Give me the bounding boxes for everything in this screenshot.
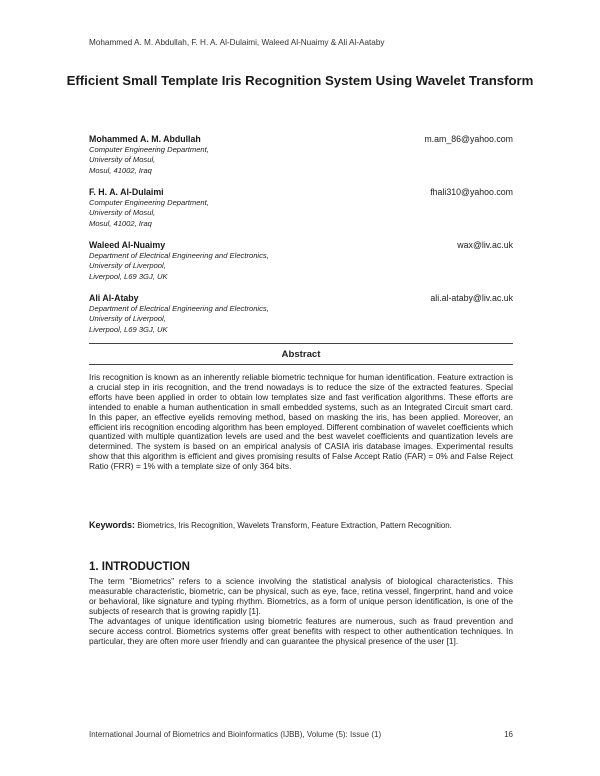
affiliation-line: University of Mosul, (89, 208, 156, 218)
author-email[interactable]: wax@liv.ac.uk (457, 240, 513, 250)
paragraph: The term "Biometrics" refers to a science involving the statistical analysis of biological characteristics. This measurable characteristic, biometric, can be physical, such as eye, face, retina vessel, fingerprint, hand and voice or behavioral, like signature and typing rhythm. Biometrics, as a form of unique person identification, is one of the subjects of research that is growing rapidly [1]. (89, 576, 513, 616)
affiliation-line: University of Liverpool, (89, 261, 166, 271)
section-heading: 1. INTRODUCTION (89, 561, 190, 573)
author-block (89, 187, 513, 229)
affiliation-line: Mosul, 41002, Iraq (89, 165, 152, 175)
author-name: Waleed Al-Nuaimy (89, 240, 166, 250)
author-email[interactable]: m.am_86@yahoo.com (424, 134, 513, 144)
author-email[interactable]: fhali310@yahoo.com (430, 187, 513, 197)
running-head: Mohammed A. M. Abdullah, F. H. A. Al-Dulaimi, Waleed Al-Nuaimy & Ali Al-Aataby (89, 38, 385, 47)
affiliation-line: Department of Electrical Engineering and Electronics, (89, 304, 269, 313)
section-body (89, 576, 513, 646)
author-email[interactable]: ali.al-ataby@liv.ac.uk (430, 293, 513, 303)
affiliation-line: Computer Engineering Department, (89, 198, 209, 207)
affiliation-line: Liverpool, L69 3GJ, UK (89, 271, 168, 281)
affiliation-line: University of Mosul, (89, 155, 156, 165)
affiliation-line: Liverpool, L69 3GJ, UK (89, 324, 168, 334)
keywords-text: Biometrics, Iris Recognition, Wavelets Transform, Feature Extraction, Pattern Recognition. (137, 521, 452, 530)
author-name: Mohammed A. M. Abdullah (89, 134, 201, 144)
journal-citation: International Journal of Biometrics and Bioinformatics (IJBB), Volume (5): Issue (1) (89, 730, 382, 739)
paragraph: The advantages of unique identification using biometric features are numerous, such as fraud prevention and secure access control. Biometrics systems offer great benefits with respect to other authentication techniques. In particular, they are often more user friendly and can guarantee the physical presence of the user [1]. (89, 616, 513, 646)
abstract-text: Iris recognition is known as an inherently reliable biometric technique for human identification. Feature extraction is a crucial step in iris recognition, and the trend nowadays is to reduce the size of the extracted features. Special efforts have been applied in order to obtain low templates size and fast verification algorithms. These efforts are intended to enable a human authentication in small embedded systems, such as an Integrated Circuit smart card. In this paper, an effective eyelids removing method, based on masking the iris, has been applied. Moreover, an efficient iris recognition encoding algorithm has been employed. Different combination of wavelet coefficients which quantized with multiple quantization levels are used and the best wavelet coefficients and quantization levels are determined. The system is based on an empirical analysis of CASIA iris database images. Experimental results show that this algorithm is efficient and gives promising results of False Accept Ratio (FAR) = 0% and False Reject Ratio (FRR) = 1% with a template size of only 364 bits. (89, 372, 513, 472)
author-block (89, 293, 513, 335)
affiliation-line: Mosul, 41002, Iraq (89, 218, 152, 228)
affiliation-line: University of Liverpool, (89, 314, 166, 324)
author-block (89, 134, 513, 176)
page-footer (89, 730, 513, 739)
keywords-label: Keywords: (89, 520, 136, 530)
author-block (89, 240, 513, 282)
keywords (89, 520, 513, 530)
author-name: Ali Al-Ataby (89, 293, 139, 303)
affiliation-line: Computer Engineering Department, (89, 145, 209, 154)
abstract-top-rule (89, 343, 513, 344)
paper-title: Efficient Small Template Iris Recognition System Using Wavelet Transform (66, 73, 534, 88)
affiliation-line: Department of Electrical Engineering and Electronics, (89, 251, 269, 260)
abstract-bottom-rule (89, 364, 513, 365)
author-name: F. H. A. Al-Dulaimi (89, 187, 164, 197)
page-number: 16 (504, 730, 513, 739)
abstract-heading: Abstract (281, 349, 321, 360)
